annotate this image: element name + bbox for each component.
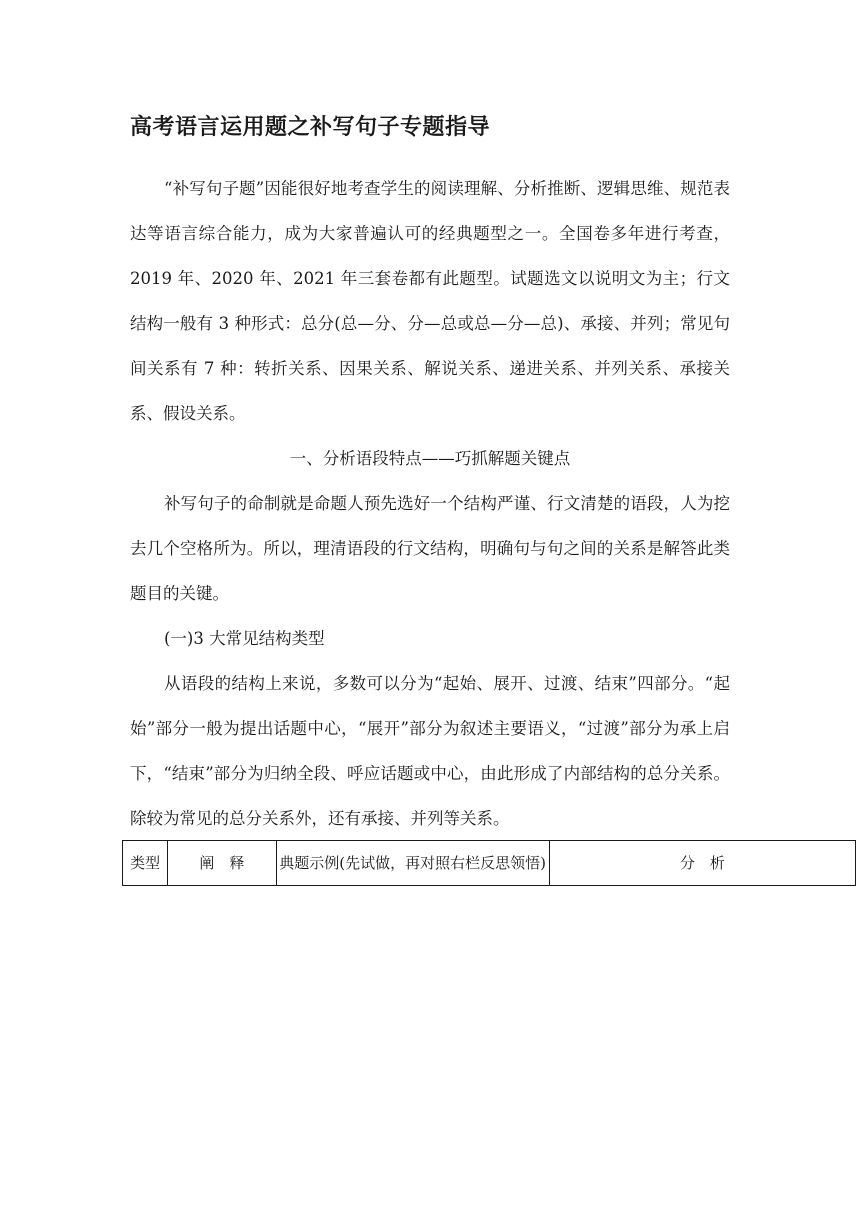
table-header-explanation: 阐 释 xyxy=(168,841,276,886)
table-header-type: 类型 xyxy=(123,841,168,886)
structure-types-table xyxy=(122,840,856,886)
intro-paragraph: “补写句子题”因能很好地考查学生的阅读理解、分析推断、逻辑思维、规范表达等语言综合能力，成为大家普遍认可的经典题型之一。全国卷多年进行考查，2019 年、2020 年、2021 年三套卷都有此题型。试题选文以说明文为主；行文结构一般有 3 种形式：总分(总—分、分—总或总—分—总)、承接、并列；常见句间关系有 7 种：转折关系、因果关系、解说关系、递进关系、并列关系、承接关系、假设关系。 xyxy=(130,179,730,423)
section-heading: 一、分析语段特点——巧抓解题关键点 xyxy=(289,449,571,468)
sub-heading: (一)3 大常见结构类型 xyxy=(164,629,325,648)
structure-paragraph: 从语段的结构上来说，多数可以分为“起始、展开、过渡、结束”四部分。“起始”部分一般为提出话题中心，“展开”部分为叙述主要语义，“过渡”部分为承上启下，“结束”部分为归纳全段、呼应话题或中心，由此形成了内部结构的总分关系。除较为常见的总分关系外，还有承接、并列等关系。 xyxy=(130,674,730,828)
structure-types-table-container xyxy=(122,840,856,886)
table-header-analysis: 分 析 xyxy=(549,841,855,886)
section-paragraph: 补写句子的命制就是命题人预先选好一个结构严谨、行文清楚的语段，人为挖去几个空格所为。所以，理清语段的行文结构，明确句与句之间的关系是解答此类题目的关键。 xyxy=(130,494,730,603)
document-title: 高考语言运用题之补写句子专题指导 xyxy=(130,115,491,140)
table-header-example: 典题示例(先试做，再对照右栏反思领悟) xyxy=(276,841,549,886)
table-header-row xyxy=(123,841,856,886)
